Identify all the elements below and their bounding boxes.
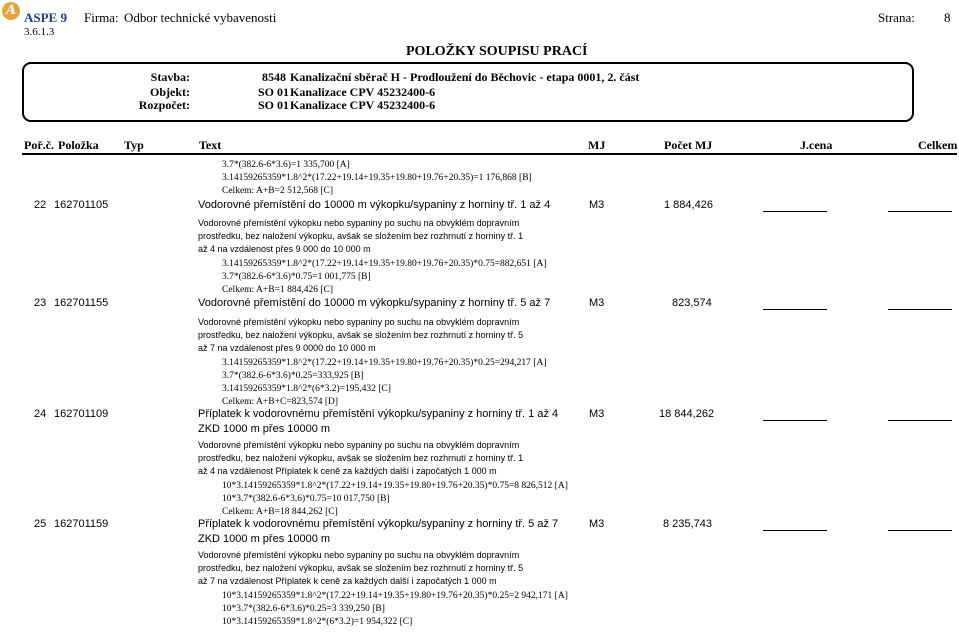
rozpocet-label: Rozpočet: bbox=[138, 98, 190, 112]
item-description: prostředku, bez naložení výkopku, avšak se složením bez rozhrnutí z horniny tř. 1 bbox=[198, 231, 524, 241]
objekt-code: SO 01 bbox=[258, 85, 290, 99]
col-polozka: Položka bbox=[58, 138, 99, 152]
item-number: 22 bbox=[34, 199, 47, 211]
item-unit: M3 bbox=[589, 518, 605, 530]
carry-line: 3.7*(382.6-6*3.6)=1 335,700 [A] bbox=[222, 160, 350, 170]
stavba-name: Kanalizační sběrač H - Prodloužení do Běchovic - etapa 0001, 2. část bbox=[290, 70, 640, 84]
item-description: prostředku, bez naložení výkopku, avšak se složením bez rozhrnutí z horniny tř. 5 bbox=[198, 330, 524, 340]
item-number: 25 bbox=[34, 518, 47, 530]
calc-line: 10*3.14159265359*1.8^2*(17.22+19.14+19.35+19.80+19.76+20.35)*0.25=2 942,171 [A] bbox=[222, 591, 568, 601]
total-price-field[interactable] bbox=[888, 530, 952, 531]
calc-line: 3.14159265359*1.8^2*(17.22+19.14+19.35+19.80+19.76+20.35)*0.25=294,217 [A] bbox=[222, 358, 547, 368]
item-description: prostředku, bez naložení výkopku, avšak se složením bez rozhrnutí z horniny tř. 1 bbox=[198, 453, 524, 463]
calc-line: 10*3.7*(382.6-6*3.6)*0.25=3 339,250 [B] bbox=[222, 604, 385, 614]
calc-line: 3.14159265359*1.8^2*(17.22+19.14+19.35+19.80+19.76+20.35)*0.75=882,651 [A] bbox=[222, 259, 547, 269]
calc-line: 3.7*(382.6-6*3.6)*0.75=1 001,775 [B] bbox=[222, 272, 371, 282]
item-name-continuation: ZKD 1000 m přes 10000 m bbox=[198, 423, 331, 435]
calc-line: Celkem: A+B=18 844,262 [C] bbox=[222, 507, 338, 517]
item-description: až 7 na vzdálenost přes 9 0000 do 10 000 m bbox=[198, 343, 376, 353]
item-code: 162701109 bbox=[54, 408, 109, 420]
calc-line: Celkem: A+B+C=823,574 [D] bbox=[222, 397, 339, 407]
calc-line: 3.7*(382.6-6*3.6)*0.25=333,925 [B] bbox=[222, 371, 364, 381]
col-text: Text bbox=[199, 138, 222, 152]
item-quantity: 8 235,743 bbox=[663, 518, 712, 530]
item-description: Vodorovné přemístění výkopku nebo sypaniny po suchu na obvyklém dopravním bbox=[198, 218, 520, 228]
app-version: 3.6.1.3 bbox=[24, 26, 55, 38]
col-jcena: J.cena bbox=[800, 138, 833, 152]
item-quantity: 18 844,262 bbox=[659, 408, 715, 420]
item-code: 162701155 bbox=[54, 297, 109, 309]
app-name: ASPE 9 bbox=[24, 10, 67, 25]
total-price-field[interactable] bbox=[888, 309, 952, 310]
item-description: až 4 na vzdálenost přes 9 000 do 10 000 m bbox=[198, 244, 371, 254]
objekt-name: Kanalizace CPV 45232400-6 bbox=[290, 85, 436, 99]
item-name: Příplatek k vodorovnému přemístění výkopku/sypaniny z horniny tř. 5 až 7 bbox=[198, 518, 559, 530]
carry-line: 3.14159265359*1.8^2*(17.22+19.14+19.35+19.80+19.76+20.35)=1 176,868 [B] bbox=[222, 173, 532, 183]
calc-line: 10*3.7*(382.6-6*3.6)*0.75=10 017,750 [B] bbox=[222, 494, 390, 504]
total-price-field[interactable] bbox=[888, 420, 952, 421]
stavba-label: Stavba: bbox=[150, 70, 190, 84]
col-pocet: Počet MJ bbox=[664, 138, 713, 152]
calc-line: 10*3.14159265359*1.8^2*(17.22+19.14+19.35+19.80+19.76+20.35)*0.75=8 826,512 [A] bbox=[222, 481, 568, 491]
firma-value: Odbor technické vybavenosti bbox=[124, 10, 277, 25]
page-number: 8 bbox=[944, 10, 951, 25]
calc-line: Celkem: A+B=1 884,426 [C] bbox=[222, 285, 333, 295]
firma-label: Firma: bbox=[84, 10, 119, 25]
header-divider bbox=[22, 153, 957, 155]
col-por: Poř.č. bbox=[24, 138, 54, 152]
unit-price-field[interactable] bbox=[763, 211, 827, 212]
unit-price-field[interactable] bbox=[763, 420, 827, 421]
col-celkem: Celkem bbox=[918, 138, 958, 152]
item-unit: M3 bbox=[589, 199, 605, 211]
rozpocet-code: SO 01 bbox=[258, 98, 290, 112]
calc-line: 10*3.14159265359*1.8^2*(6*3.2)=1 954,322 [C] bbox=[222, 617, 413, 627]
carry-line: Celkem: A+B=2 512,568 [C] bbox=[222, 186, 333, 196]
unit-price-field[interactable] bbox=[763, 530, 827, 531]
aspe-logo: A bbox=[2, 2, 20, 20]
item-name-continuation: ZKD 1000 m přes 10000 m bbox=[198, 533, 331, 545]
total-price-field[interactable] bbox=[888, 211, 952, 212]
item-description: Vodorovné přemístění výkopku nebo sypaniny po suchu na obvyklém dopravním bbox=[198, 550, 520, 560]
calc-line: 3.14159265359*1.8^2*(6*3.2)=195,432 [C] bbox=[222, 384, 391, 394]
item-code: 162701105 bbox=[54, 199, 109, 211]
item-number: 23 bbox=[34, 297, 47, 309]
item-description: prostředku, bez naložení výkopku, avšak se složením bez rozhrnutí z horniny tř. 5 bbox=[198, 563, 524, 573]
rozpocet-name: Kanalizace CPV 45232400-6 bbox=[290, 98, 436, 112]
item-quantity: 1 884,426 bbox=[664, 199, 713, 211]
strana-label: Strana: bbox=[878, 10, 915, 25]
col-mj: MJ bbox=[588, 138, 606, 152]
objekt-label: Objekt: bbox=[150, 85, 190, 99]
item-description: až 4 na vzdálenost Příplatek k ceně za každých další i započatých 1 000 m bbox=[198, 466, 497, 476]
item-unit: M3 bbox=[589, 297, 605, 309]
item-description: Vodorovné přemístění výkopku nebo sypaniny po suchu na obvyklém dopravním bbox=[198, 440, 520, 450]
item-name: Vodorovné přemístění do 10000 m výkopku/sypaniny z horniny tř. 5 až 7 bbox=[198, 297, 551, 309]
item-quantity: 823,574 bbox=[672, 297, 712, 309]
stavba-code: 8548 bbox=[262, 70, 286, 84]
page-title: POLOŽKY SOUPISU PRACÍ bbox=[406, 44, 588, 59]
item-unit: M3 bbox=[589, 408, 605, 420]
item-description: až 7 na vzdálenost Příplatek k ceně za každých další i započatých 1 000 m bbox=[198, 576, 497, 586]
item-code: 162701159 bbox=[54, 518, 109, 530]
col-typ: Typ bbox=[124, 138, 144, 152]
unit-price-field[interactable] bbox=[763, 309, 827, 310]
item-name: Příplatek k vodorovnému přemístění výkopku/sypaniny z horniny tř. 1 až 4 bbox=[198, 408, 559, 420]
item-name: Vodorovné přemístění do 10000 m výkopku/sypaniny z horniny tř. 1 až 4 bbox=[198, 199, 551, 211]
item-description: Vodorovné přemístění výkopku nebo sypaniny po suchu na obvyklém dopravním bbox=[198, 317, 520, 327]
item-number: 24 bbox=[34, 408, 47, 420]
